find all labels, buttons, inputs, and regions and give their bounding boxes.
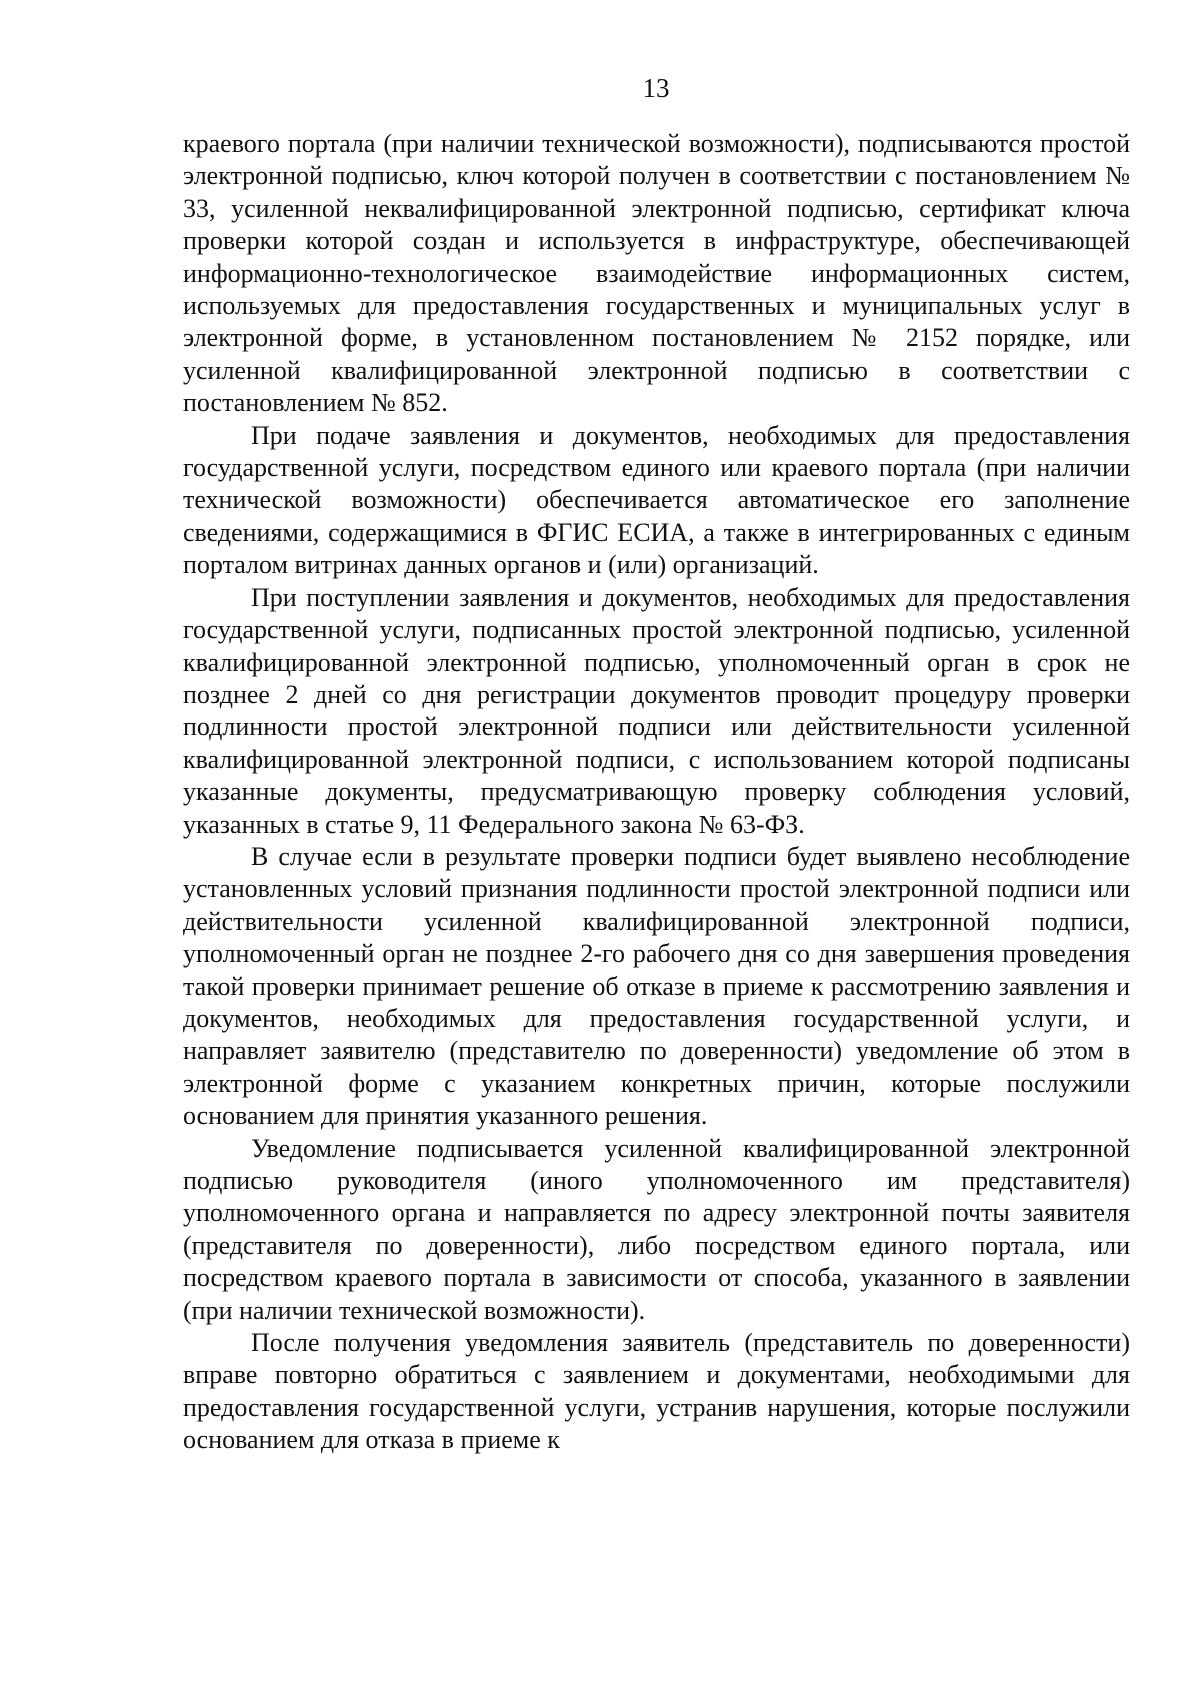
paragraph-notification: Уведомление подписывается усиленной квалифицированной электронной подписью руководителя (иного уполномоченного им представителя) уполномоченного органа и направляется по адресу электронной почты заявителя (представителя по доверенности), либо посредством единого портала, или посредством краевого портала в зависимости от способа, указанного в заявлении (при наличии технической возможности). bbox=[183, 1133, 1130, 1325]
paragraph-reapplication: После получения уведомления заявитель (представитель по доверенности) вправе повторно обратиться с заявлением и документами, необходимыми для предоставления государственной услуги, устранив нарушения, которые послужили основанием для отказа в приеме к bbox=[183, 1328, 1130, 1455]
paragraph-refusal-decision: В случае если в результате проверки подписи будет выявлено несоблюдение установленных условий признания подлинности простой электронной подписи или действительности усиленной квалифицированной электронной подписи, уполномоченный орган не позднее 2-го рабочего дня со дня завершения проведения такой проверки принимает решение об отказе в приеме к рассмотрению заявления и документов, необходимых для предоставления государственной услуги, и направляет заявителю (представителю по доверенности) уведомление об этом в электронной форме с указанием конкретных причин, которые послужили основанием для принятия указанного решения. bbox=[183, 841, 1130, 1131]
document-body bbox=[183, 128, 1130, 1457]
paragraph-signature-verification: При поступлении заявления и документов, необходимых для предоставления государственной услуги, подписанных простой электронной подписью, усиленной квалифицированной электронной подписью, уполномоченный орган в срок не позднее 2 дней со дня регистрации документов проводит процедуру проверки подлинности простой электронной подписи или действительности усиленной квалифицированной электронной подписи, с использованием которой подписаны указанные документы, предусматривающую проверку соблюдения условий, указанных в статье 9, 11 Федерального закона № 63-ФЗ. bbox=[183, 582, 1130, 839]
paragraph-portal-autofill: При подаче заявления и документов, необходимых для предоставления государственной услуги, посредством единого или краевого портала (при наличии технической возможности) обеспечивается автоматическое его заполнение сведениями, содержащимися в ФГИС ЕСИА, а также в интегрированных с единым порталом витринах данных органов и (или) организаций. bbox=[183, 420, 1130, 580]
page-number: 13 bbox=[642, 73, 670, 103]
paragraph-continuation: краевого портала (при наличии технической возможности), подписываются простой электронной подписью, ключ которой получен в соответствии с постановлением № 33, усиленной неквалифицированной электронной подписью, сертификат ключа проверки которой создан и используется в инфраструктуре, обеспечивающей информационно-технологическое взаимодействие информационных систем, используемых для предоставления государственных и муниципальных услуг в электронной форме, в установленном постановлением № 2152 порядке, или усиленной квалифицированной электронной подписью в соответствии с постановлением № 852. bbox=[183, 129, 1130, 418]
